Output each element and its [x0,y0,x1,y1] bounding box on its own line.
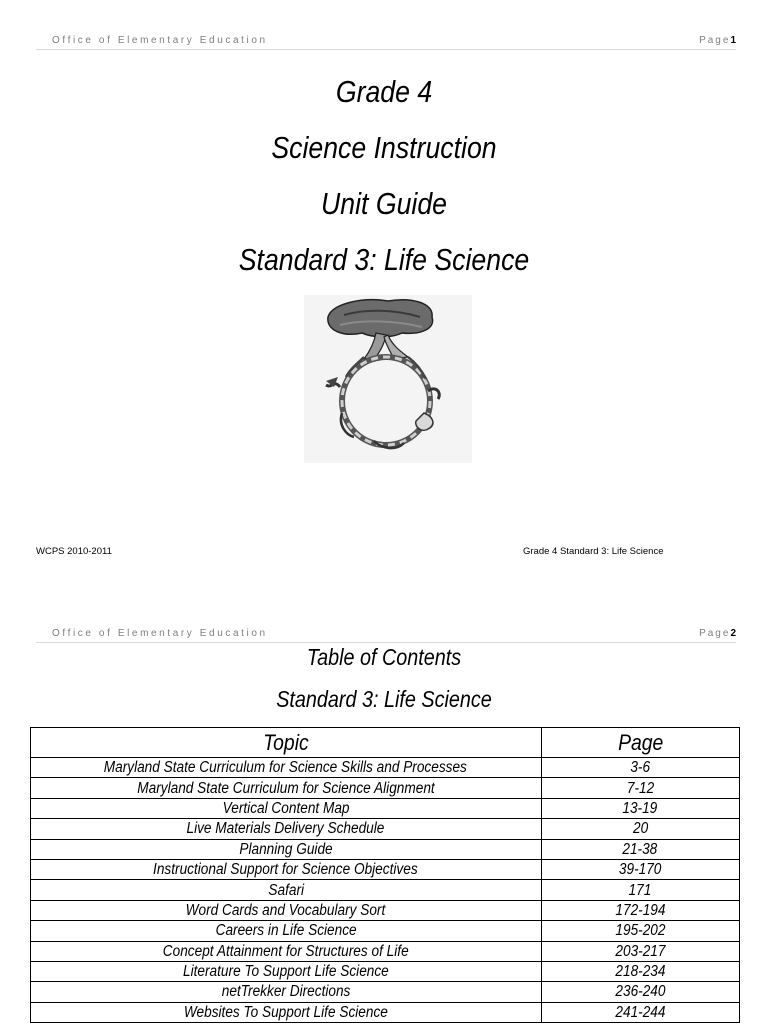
toc-page: 203-217 [541,941,739,961]
table-row [31,819,740,839]
table-row [31,961,740,981]
table-row [31,941,740,961]
cover-title-science-instruction: Science Instruction [271,130,497,165]
cover-title-unit-guide: Unit Guide [321,186,447,221]
toc-page: 172-194 [541,900,739,920]
toc-topic: Safari [31,880,542,900]
cover-title-standard: Standard 3: Life Science [238,242,530,277]
toc-col-page: Page [541,728,739,758]
toc-topic: Word Cards and Vocabulary Sort [31,900,542,920]
toc-topic: Literature To Support Life Science [31,961,542,981]
office-name: Office of Elementary Education [52,628,268,639]
table-row [31,880,740,900]
toc-page: 195-202 [541,921,739,941]
toc-table [30,727,740,1023]
toc-page: 171 [541,880,739,900]
toc-topic: Planning Guide [31,839,542,859]
toc-page: 218-234 [541,961,739,981]
toc-title: Table of Contents [306,644,462,670]
footer-right: Grade 4 Standard 3: Life Science [523,546,664,557]
toc-col-topic: Topic [31,728,542,758]
toc-page: 236-240 [541,982,739,1002]
toc-subtitle: Standard 3: Life Science [276,686,492,712]
footer-left: WCPS 2010-2011 [36,546,112,557]
toc-topic: Live Materials Delivery Schedule [31,819,542,839]
toc-page: 3-6 [541,758,739,778]
toc-topic: Instructional Support for Science Objectives [31,859,542,879]
toc-header-row [31,728,740,758]
office-name: Office of Elementary Education [52,35,268,46]
toc-page: 241-244 [541,1002,739,1022]
toc-page: 13-19 [541,798,739,818]
toc-topic: Careers in Life Science [31,921,542,941]
toc-page: 20 [541,819,739,839]
table-row [31,758,740,778]
table-row [31,982,740,1002]
toc-topic: Concept Attainment for Structures of Life [31,941,542,961]
table-row [31,921,740,941]
toc-page: 21-38 [541,839,739,859]
page-header-1 [36,35,736,50]
toc-topic: Vertical Content Map [31,798,542,818]
table-row [31,859,740,879]
cover-title-grade: Grade 4 [335,74,433,109]
page-number-1: Page1 [699,35,736,46]
table-row [31,798,740,818]
toc-topic: Websites To Support Life Science [31,1002,542,1022]
toc-topic: Maryland State Curriculum for Science Skills and Processes [31,758,542,778]
toc-page: 39-170 [541,859,739,879]
toc-topic: Maryland State Curriculum for Science Alignment [31,778,542,798]
toc-page: 7-12 [541,778,739,798]
page-header-2 [36,628,736,643]
table-row [31,1002,740,1022]
toc-topic: netTrekker Directions [31,982,542,1002]
tree-of-life-circle-icon [304,295,472,463]
table-row [31,900,740,920]
table-row [31,778,740,798]
table-row [31,839,740,859]
page-number-2: Page2 [699,628,736,639]
